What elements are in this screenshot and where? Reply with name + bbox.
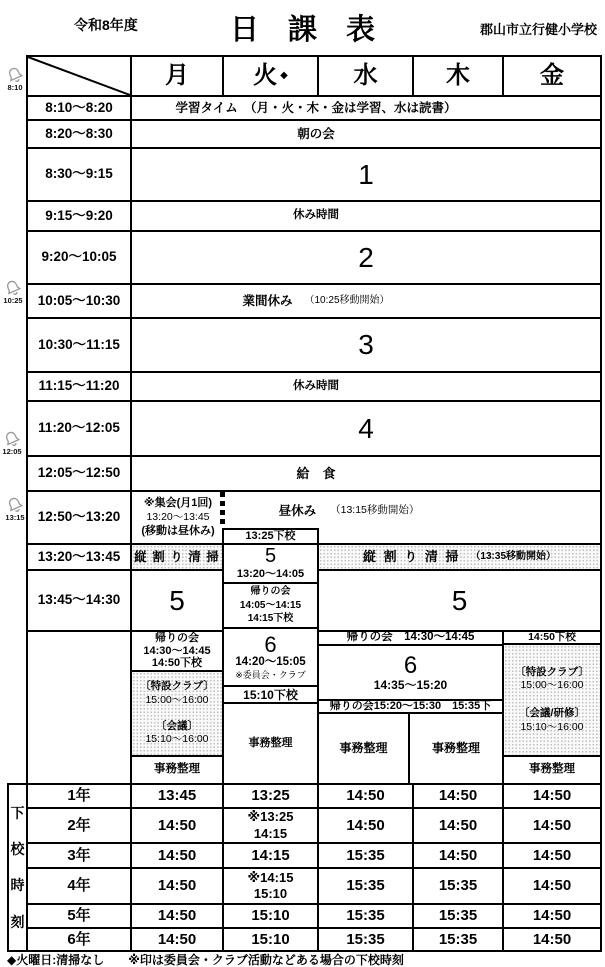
dismissal-cell: 13:25 — [222, 783, 319, 809]
time-cell: 10:30～11:15 — [26, 317, 132, 373]
grade-label: 1年 — [26, 783, 132, 809]
grade-label: 2年 — [26, 807, 132, 844]
mid-break-cell — [130, 283, 602, 319]
dismissal-cell: 15:35 — [317, 842, 414, 869]
homeroom-dismissal: 14:15下校 — [247, 613, 294, 625]
homeroom-label: 帰りの会 — [250, 586, 291, 598]
break-cell: 休み時間 — [130, 200, 602, 232]
monday-homeroom-cell — [130, 630, 224, 672]
dismissal-cell: 14:50 — [317, 783, 414, 809]
special-club-label: 〔特設クラブ〕 — [140, 680, 214, 693]
vertical-char: 下 — [10, 804, 25, 821]
monday-assembly-cell — [130, 490, 224, 545]
friday-deskwork-cell: 事務整理 — [502, 755, 602, 785]
period-1-cell: 1 — [130, 147, 602, 202]
dismissal-line1: ※14:15 — [247, 869, 294, 885]
time-cell: 9:15～9:20 — [26, 200, 132, 232]
friday-dismissal-cell: 14:50下校 — [502, 630, 602, 645]
day-header-tuesday — [222, 55, 319, 97]
tuesday-homeroom-cell — [222, 582, 319, 629]
wed-thu-homeroom-cell: 帰りの会 14:30～14:45 — [317, 630, 504, 646]
meeting-training-time: 15:10～16:00 — [520, 720, 584, 733]
dismissal-cell: 15:35 — [412, 903, 504, 929]
special-club-time: 15:00～16:00 — [520, 679, 584, 692]
dismissal-cell: 14:50 — [317, 807, 414, 844]
monday-club-meeting-cell — [130, 670, 224, 757]
meeting-label: 〔会議〕 — [156, 719, 198, 732]
dismissal-cell: 14:50 — [412, 842, 504, 869]
assembly-line1: ※集会(月1回) — [143, 497, 213, 510]
grade-label: 4年 — [26, 867, 132, 905]
footer-note: ◆火曜日:清掃なし ※印は委員会・クラブ活動などある場合の下校時刻 — [7, 953, 404, 967]
bell-icon — [2, 62, 28, 88]
period-number: 6 — [264, 632, 277, 658]
time-cell: 8:30～9:15 — [26, 147, 132, 202]
tuesday-dismissal-1325-cell: 13:25下校 — [222, 528, 319, 545]
bell-marker — [0, 495, 30, 522]
assembly-line2: 13:20～13:45 — [146, 510, 210, 523]
dismissal-cell: 14:50 — [502, 867, 602, 905]
dismissal-cell: 14:50 — [130, 927, 224, 952]
bell-time: 12:05 — [2, 447, 22, 456]
bell-marker — [0, 429, 27, 456]
dismissal-cell: 14:50 — [130, 807, 224, 844]
diagonal-line — [28, 57, 130, 95]
corner-diagonal-cell — [26, 55, 132, 97]
tuesday-period-5-cell — [222, 543, 319, 584]
dismissal-cell: 15:35 — [317, 927, 414, 952]
assembly-line3: (移動は昼休み) — [141, 525, 215, 538]
dismissal-cell: 14:50 — [130, 867, 224, 905]
monday-deskwork-cell: 事務整理 — [130, 755, 224, 785]
bell-time: 10:25 — [3, 296, 23, 305]
dismissal-time-vertical-label — [7, 783, 28, 952]
bell-marker — [0, 278, 28, 305]
time-cell: 12:50～13:20 — [26, 490, 132, 545]
time-cell: 8:20～8:30 — [26, 119, 132, 149]
tuesday-dismissal-1510-cell: 15:10下校 — [222, 685, 319, 704]
cleaning-note: （13:35移動開始） — [470, 551, 557, 562]
cleaning-label: 縦 割 り 清 掃 — [362, 549, 461, 565]
dismissal-cell: 14:50 — [502, 842, 602, 869]
period-time: 14:20～15:05 — [235, 656, 306, 669]
dismissal-cell-two-line — [222, 867, 319, 905]
tuesday-period-6-cell — [222, 627, 319, 687]
special-club-label: 〔特設クラブ〕 — [515, 665, 589, 678]
bell-time: 8:10 — [7, 83, 23, 92]
day-header-monday: 月 — [130, 55, 224, 97]
dismissal-cell: 14:15 — [222, 842, 319, 869]
grade-label: 6年 — [26, 927, 132, 952]
period-3-cell: 3 — [130, 317, 602, 373]
day-label-tuesday: 火 — [253, 61, 278, 89]
dismissal-cell: 15:35 — [317, 903, 414, 929]
dismissal-cell: 15:35 — [317, 867, 414, 905]
homeroom-time: 14:05～14:15 — [239, 599, 302, 611]
dismissal-cell: 14:50 — [130, 842, 224, 869]
dashed-divider — [220, 492, 225, 528]
meeting-training-label: 〔会議/研修〕 — [519, 707, 585, 719]
dismissal-cell: 13:45 — [130, 783, 224, 809]
time-cell: 12:05～12:50 — [26, 455, 132, 492]
committee-club-note: ※委員会・クラブ — [235, 670, 306, 681]
friday-club-meeting-cell — [502, 643, 602, 757]
diamond-icon: ◆ — [280, 70, 288, 81]
lunch-cell: 給 食 — [130, 455, 602, 492]
wednesday-deskwork-cell: 事務整理 — [317, 712, 410, 785]
dismissal-cell: 14:50 — [412, 807, 504, 844]
grade-label: 5年 — [26, 903, 132, 929]
vertical-char: 刻 — [10, 913, 25, 930]
day-header-friday: 金 — [502, 55, 602, 97]
dismissal-cell: 15:35 — [412, 927, 504, 952]
vertical-char: 校 — [10, 840, 25, 857]
time-cell: 9:20～10:05 — [26, 230, 132, 285]
time-cell: 10:05～10:30 — [26, 283, 132, 319]
break-cell: 休み時間 — [130, 371, 602, 402]
day-header-thursday: 木 — [412, 55, 504, 97]
thursday-deskwork-cell: 事務整理 — [408, 712, 504, 785]
dismissal-cell: 15:10 — [222, 927, 319, 952]
dismissal-cell: 14:50 — [130, 903, 224, 929]
dismissal-cell-two-line — [222, 807, 319, 844]
dismissal-cell: 15:10 — [222, 903, 319, 929]
homeroom-dismissal: 14:50下校 — [151, 657, 203, 670]
time-cell: 8:10～8:20 — [26, 95, 132, 121]
special-club-time: 15:00～16:00 — [145, 693, 209, 706]
dismissal-line2: 15:10 — [253, 886, 288, 901]
page-title: 日 課 表 — [229, 14, 376, 46]
meeting-time: 15:10～16:00 — [145, 733, 209, 746]
mid-break-note: （10:25移動開始） — [304, 295, 390, 306]
mid-break-label: 業間休み — [242, 293, 293, 308]
monday-period-5-cell: 5 — [130, 569, 224, 632]
day-header-wednesday: 水 — [317, 55, 414, 97]
school-name: 郡山市立行健小学校 — [480, 22, 598, 37]
wed-fri-cleaning-cell — [317, 543, 602, 571]
dismissal-cell: 14:50 — [502, 903, 602, 929]
dismissal-cell: 14:50 — [502, 807, 602, 844]
grade-label: 3年 — [26, 842, 132, 869]
morning-meeting-cell: 朝の会 — [130, 119, 602, 149]
dismissal-line1: ※13:25 — [247, 809, 294, 825]
empty-time-cell — [26, 630, 132, 785]
bell-marker — [0, 65, 30, 92]
dismissal-line2: 14:15 — [253, 825, 288, 841]
tuesday-deskwork-cell: 事務整理 — [222, 702, 319, 785]
homeroom-time: 14:30～14:45 — [143, 644, 211, 657]
wed-thu-period-6-cell — [317, 644, 504, 701]
fiscal-year: 令和8年度 — [74, 17, 138, 33]
period-time: 13:20～14:05 — [236, 567, 305, 580]
period-number: 5 — [264, 544, 277, 567]
dismissal-cell: 15:35 — [412, 867, 504, 905]
time-cell: 11:15～11:20 — [26, 371, 132, 402]
period-4-cell: 4 — [130, 400, 602, 457]
period-time: 14:35～15:20 — [373, 677, 448, 692]
wed-thu-homeroom-2-cell: 帰りの会15:20～15:30 15:35下 — [317, 699, 504, 714]
dismissal-cell: 14:50 — [412, 783, 504, 809]
dismissal-cell: 14:50 — [502, 927, 602, 952]
monday-cleaning-cell: 縦 割 り 清 掃 — [130, 543, 224, 571]
bell-time: 13:15 — [5, 513, 25, 522]
vertical-char: 時 — [10, 877, 25, 894]
time-cell: 11:20～12:05 — [26, 400, 132, 457]
time-cell: 13:20～13:45 — [26, 543, 132, 571]
lunch-break-label: 昼休み — [278, 504, 317, 518]
lunch-break-note: （13:15移動開始） — [330, 504, 420, 516]
study-time-cell: 学習タイム （月・火・木・金は学習、水は読書） — [130, 95, 602, 121]
period-2-cell: 2 — [130, 230, 602, 285]
time-cell: 13:45～14:30 — [26, 569, 132, 632]
homeroom-label: 帰りの会 — [155, 632, 199, 645]
dismissal-cell: 14:50 — [502, 783, 602, 809]
wed-fri-period-5-cell: 5 — [317, 569, 602, 632]
period-number: 6 — [403, 651, 418, 679]
